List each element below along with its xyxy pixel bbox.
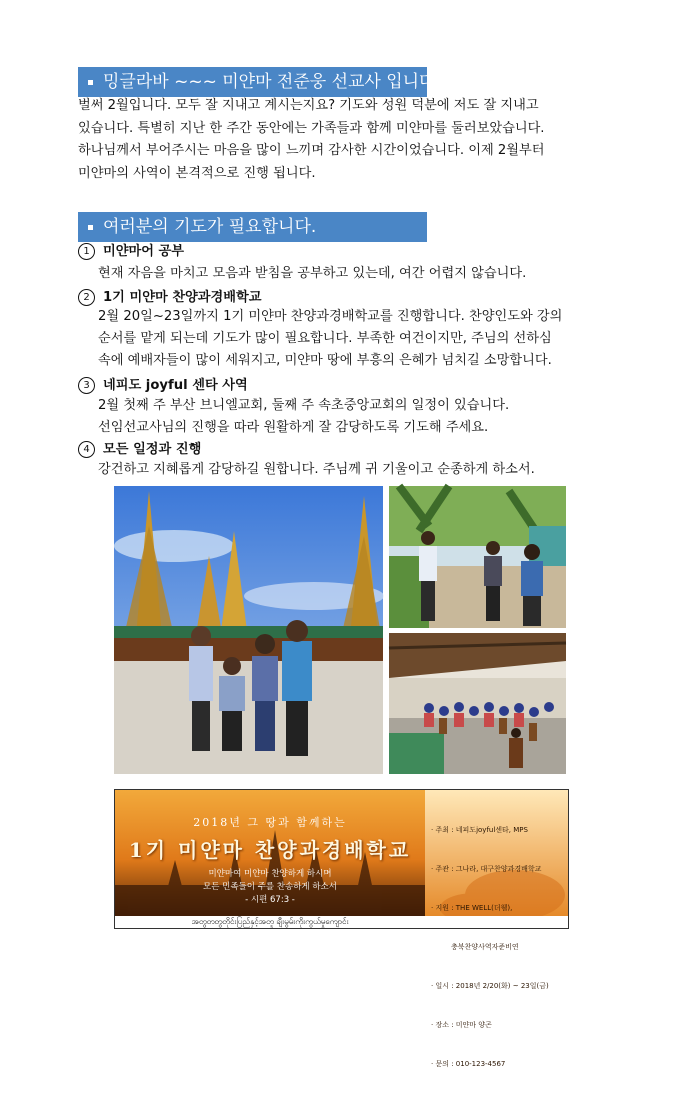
section-header-greeting: [78, 67, 441, 97]
prayer-item-body: [98, 459, 606, 481]
square-bullet-icon: [88, 225, 93, 230]
greeting-paragraph: [78, 95, 613, 185]
poster-verse: 미얀마여 미얀마 찬양하게 하시며 모든 민족들이 주를 찬송하게 하소서 - 시편 67:3 -: [203, 869, 337, 905]
paragraph-line: 미얀마의 사역이 본격적으로 진행 됩니다.: [78, 165, 316, 181]
prayer-item-title: 4 모든 일정과 진행: [78, 440, 201, 460]
worship-school-poster: [114, 789, 569, 1068]
circled-number: 3: [78, 377, 95, 394]
circled-number: 2: [78, 289, 95, 306]
prayer-item-title: 1 미얀마어 공부: [78, 242, 184, 262]
circled-number: 1: [78, 243, 95, 260]
poster-info-list: [431, 798, 566, 1097]
family-pagoda-photo: [114, 486, 383, 774]
body-line: 순서를 맡게 되는데 기도가 많이 필요합니다. 부족한 여건이지만, 주님의 선하심: [98, 331, 552, 346]
poster-subtitle: 2018년 그 땅과 함께하는: [193, 816, 347, 829]
prayer-item-title: 2 1기 미얀마 찬양과경배학교: [78, 288, 262, 308]
paragraph-line: 하나님께서 부어주시는 마음을 많이 느끼며 감사한 시간이었습니다. 이제 2월부터: [78, 143, 545, 158]
section-title: 여러분의 기도가 필요합니다.: [103, 217, 317, 237]
body-line: 2월 20일~23일까지 1기 미얀마 찬양과경배학교를 진행합니다. 찬양인도와 강의: [98, 309, 563, 324]
info-line: · 문의 : 010-123-4567: [431, 1060, 506, 1068]
info-line: 충북찬양사역자준비연: [431, 943, 519, 951]
classroom-illustration: [389, 633, 566, 774]
circled-number: 4: [78, 441, 95, 458]
orchestra-class-photo: [389, 633, 566, 774]
body-line: 현재 자음을 마치고 모음과 받침을 공부하고 있는데, 여간 어렵지 않습니다.: [98, 266, 527, 281]
paragraph-line: 벌써 2월입니다. 모두 잘 지내고 계시는지요? 기도와 성원 덕분에 저도 잘 지내고: [78, 98, 539, 113]
prayer-item-title: 3 네피도 joyful 센타 사역: [78, 376, 248, 396]
paragraph-line: 있습니다. 특별히 지난 한 주간 동안에는 가족들과 함께 미얀마를 둘러보았습니다.: [78, 120, 545, 136]
info-line: · 지원 : THE WELL(더웰),: [431, 904, 513, 912]
info-line: · 장소 : 미얀마 양곤: [431, 1021, 492, 1029]
body-line: 강건하고 지혜롭게 감당하길 원합니다. 주님께 귀 기울이고 순종하게 하소서.: [98, 462, 535, 477]
pagoda-illustration: [114, 486, 383, 774]
prayer-item-body: [98, 395, 606, 439]
info-line: · 주최 : 네피도joyful센타, MPS: [431, 826, 528, 834]
body-line: 2월 첫째 주 부산 브니엘교회, 둘째 주 속초중앙교회의 일정이 있습니다.: [98, 398, 510, 413]
body-line: 속에 예배자들이 많이 세워지고, 미얀마 땅에 부흥의 은혜가 넘치길 소망합니다.: [98, 353, 552, 368]
info-line: · 일시 : 2018년 2/20(화) ~ 23일(금): [431, 982, 549, 990]
prayer-item-body: [98, 306, 606, 372]
square-bullet-icon: [88, 80, 93, 85]
poster-burmese-title: အတွတတွတိုင်းပြည်နှင့်အတူ ချီးမွမ်းကိုးကွယ်မှုကျောင်း: [191, 917, 349, 926]
info-line: · 주관 : 그나라, 대구찬양과경배학교: [431, 865, 542, 873]
village-walk-photo: [389, 486, 566, 628]
poster-title: 1기 미얀마 찬양과경배학교: [128, 838, 412, 862]
section-header-prayer: [78, 212, 427, 242]
section-title: 밍글라바 ~~~ 미얀마 전준웅 선교사 입니다.: [103, 72, 441, 92]
prayer-item-body: [98, 263, 606, 285]
body-line: 선임선교사님의 진행을 따라 원활하게 잘 감당하도록 기도해 주세요.: [98, 420, 489, 435]
village-illustration: [389, 486, 566, 628]
